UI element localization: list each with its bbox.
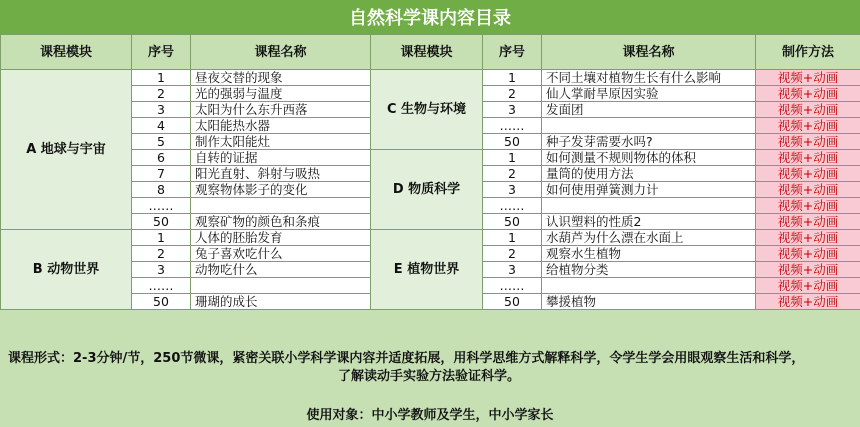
audience-text: 使用对象：中小学教师及学生，中小学家长 <box>306 408 554 423</box>
table-row <box>1 230 860 246</box>
footer <box>0 336 860 427</box>
course-name: 给植物分类 <box>542 262 756 278</box>
course-number: 6 <box>132 150 191 166</box>
course-name: 发面团 <box>542 102 756 118</box>
course-name: 太阳能热水器 <box>191 118 371 134</box>
method-cell: 视频+动画 <box>756 118 860 134</box>
method-cell: 视频+动画 <box>756 262 860 278</box>
method-cell: 视频+动画 <box>756 166 860 182</box>
method-cell: 视频+动画 <box>756 70 860 86</box>
course-name: 如何测量不规则物体的体积 <box>542 150 756 166</box>
course-number: 50 <box>132 294 191 310</box>
course-number: 3 <box>132 102 191 118</box>
course-number: …… <box>132 198 191 214</box>
course-name: 认识塑料的性质2 <box>542 214 756 230</box>
course-number: …… <box>132 278 191 294</box>
module-cell: E 植物世界 <box>371 230 483 310</box>
course-name: 动物吃什么 <box>191 262 371 278</box>
method-cell: 视频+动画 <box>756 134 860 150</box>
method-cell: 视频+动画 <box>756 150 860 166</box>
course-number: 2 <box>483 166 542 182</box>
course-number: 3 <box>483 102 542 118</box>
course-number: 1 <box>483 230 542 246</box>
module-cell: C 生物与环境 <box>371 70 483 150</box>
course-name: 自转的证据 <box>191 150 371 166</box>
course-number: 1 <box>483 150 542 166</box>
course-number: 2 <box>483 86 542 102</box>
course-name <box>542 278 756 294</box>
course-number: 2 <box>132 246 191 262</box>
course-name: 光的强弱与温度 <box>191 86 371 102</box>
method-cell: 视频+动画 <box>756 198 860 214</box>
course-number: 1 <box>132 70 191 86</box>
course-name: 种子发芽需要水吗? <box>542 134 756 150</box>
course-number: 50 <box>483 134 542 150</box>
method-cell: 视频+动画 <box>756 246 860 262</box>
course-name: 制作太阳能灶 <box>191 134 371 150</box>
course-name: 太阳为什么东升西落 <box>191 102 371 118</box>
course-name: 观察物体影子的变化 <box>191 182 371 198</box>
method-cell: 视频+动画 <box>756 294 860 310</box>
module-cell: A 地球与宇宙 <box>1 70 132 230</box>
course-number: 2 <box>132 86 191 102</box>
header-num-left: 序号 <box>132 35 191 70</box>
header-name-right: 课程名称 <box>542 35 756 70</box>
catalog-body <box>1 70 860 310</box>
course-name: 如何使用弹簧测力计 <box>542 182 756 198</box>
course-name <box>542 198 756 214</box>
course-number: 2 <box>483 246 542 262</box>
course-name: 量筒的使用方法 <box>542 166 756 182</box>
module-cell: D 物质科学 <box>371 150 483 230</box>
course-name: 人体的胚胎发育 <box>191 230 371 246</box>
course-form-text: 2-3分钟/节，250节微课，紧密关联小学科学课内容并适度拓展，用科学思维方式解释科学，令学生学会用眼观察生活和科学， <box>73 351 805 366</box>
course-name <box>542 118 756 134</box>
method-cell: 视频+动画 <box>756 214 860 230</box>
course-name: 仙人掌耐旱原因实验 <box>542 86 756 102</box>
header-row <box>1 35 860 70</box>
module-cell: B 动物世界 <box>1 230 132 310</box>
course-number: 50 <box>132 214 191 230</box>
catalog-table <box>0 34 860 310</box>
method-cell: 视频+动画 <box>756 182 860 198</box>
header-num-right: 序号 <box>483 35 542 70</box>
course-number: 3 <box>483 262 542 278</box>
course-name: 兔子喜欢吃什么 <box>191 246 371 262</box>
course-number: 1 <box>132 230 191 246</box>
course-name: 水葫芦为什么漂在水面上 <box>542 230 756 246</box>
course-number: 5 <box>132 134 191 150</box>
course-number: …… <box>483 118 542 134</box>
header-module-right: 课程模块 <box>371 35 483 70</box>
course-name: 阳光直射、斜射与吸热 <box>191 166 371 182</box>
course-name: 珊瑚的成长 <box>191 294 371 310</box>
course-description <box>0 336 860 386</box>
course-name: 观察水生植物 <box>542 246 756 262</box>
method-cell: 视频+动画 <box>756 230 860 246</box>
method-cell: 视频+动画 <box>756 278 860 294</box>
course-number: 8 <box>132 182 191 198</box>
header-module-left: 课程模块 <box>1 35 132 70</box>
method-cell: 视频+动画 <box>756 86 860 102</box>
course-name <box>191 198 371 214</box>
course-number: 4 <box>132 118 191 134</box>
course-number: 50 <box>483 294 542 310</box>
header-method: 制作方法 <box>756 35 860 70</box>
course-number: …… <box>483 198 542 214</box>
course-number: 7 <box>132 166 191 182</box>
course-form-text-cont: 了解读动手实验方法验证科学。 <box>338 369 521 384</box>
course-name: 昼夜交替的现象 <box>191 70 371 86</box>
course-name: 观察矿物的颜色和条痕 <box>191 214 371 230</box>
course-number: 3 <box>132 262 191 278</box>
course-number: 3 <box>483 182 542 198</box>
course-name: 不同土壤对植物生长有什么影响 <box>542 70 756 86</box>
course-name <box>191 278 371 294</box>
page-title: 自然科学课内容目录 <box>0 0 860 34</box>
course-number: 1 <box>483 70 542 86</box>
course-number: …… <box>483 278 542 294</box>
table-row <box>1 70 860 86</box>
course-number: 50 <box>483 214 542 230</box>
header-name-left: 课程名称 <box>191 35 371 70</box>
course-form-label: 课程形式： <box>8 351 74 366</box>
method-cell: 视频+动画 <box>756 102 860 118</box>
course-name: 攀援植物 <box>542 294 756 310</box>
